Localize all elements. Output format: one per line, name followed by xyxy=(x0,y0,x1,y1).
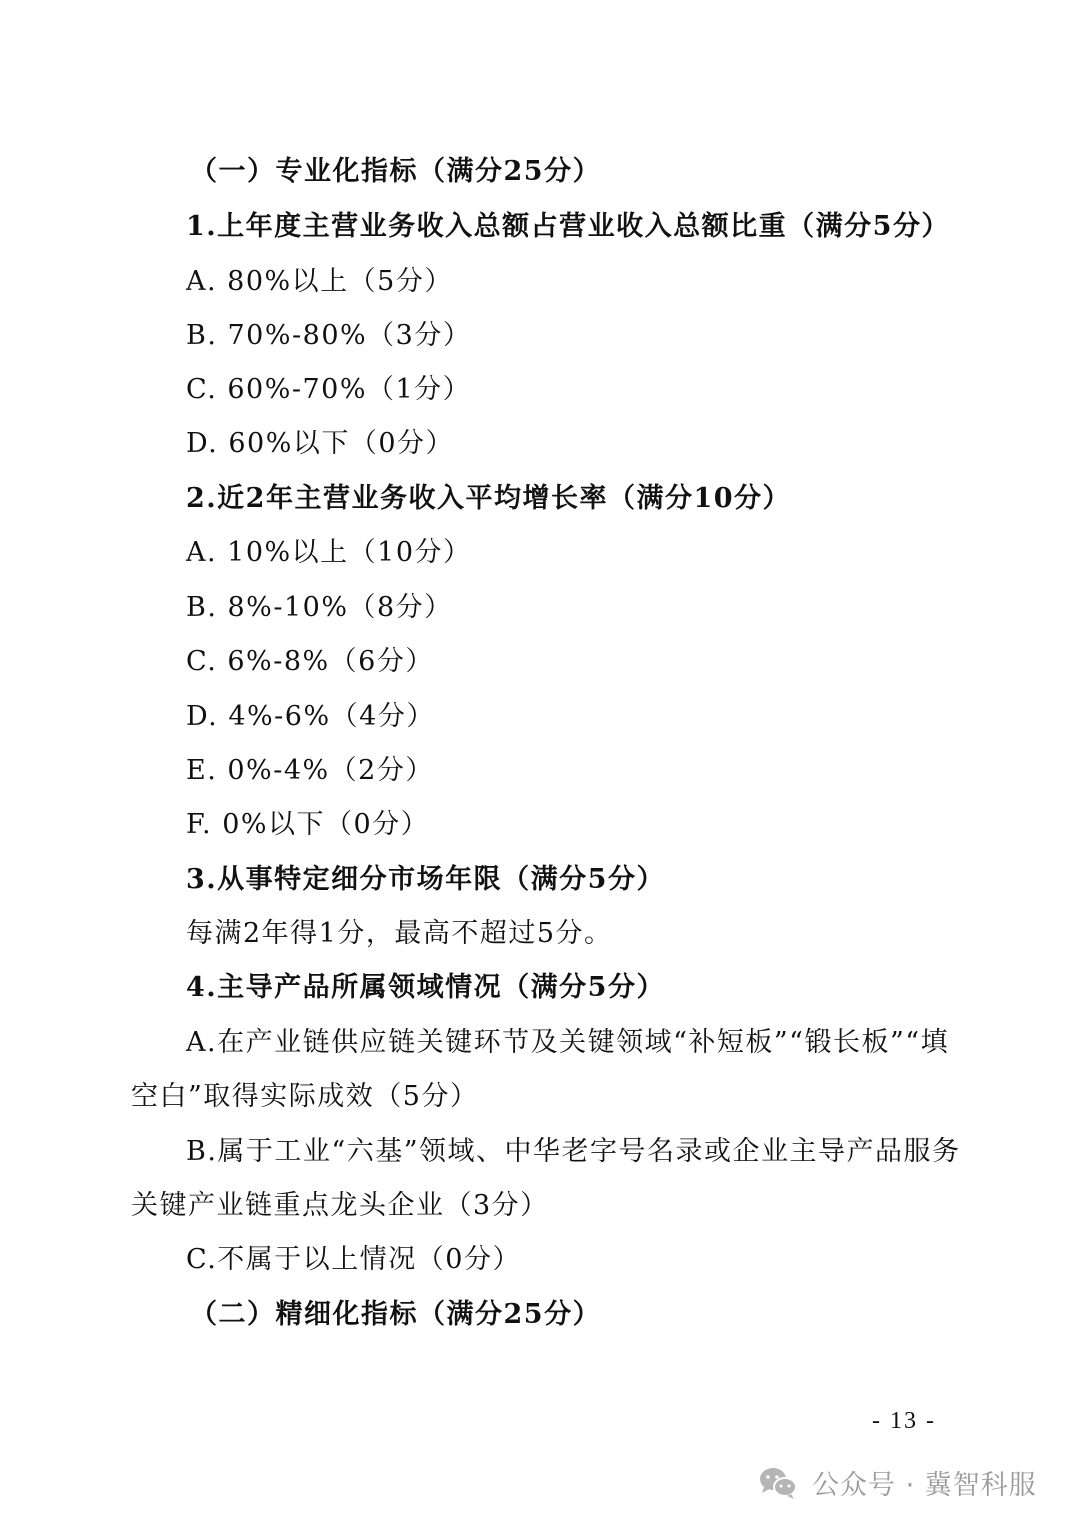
section-heading-1: （一）专业化指标（满分25分） xyxy=(190,156,602,187)
watermark xyxy=(758,1463,1037,1502)
indicator-2-option-b: B. 8%-10%（8分） xyxy=(186,592,453,623)
indicator-2-option-a: A. 10%以上（10分） xyxy=(186,537,472,568)
indicator-1-option-b: B. 70%-80%（3分） xyxy=(186,320,472,351)
indicator-2-option-e: E. 0%-4%（2分） xyxy=(186,755,434,786)
indicator-4-title: 4.主导产品所属领域情况（满分5分） xyxy=(186,972,665,1003)
indicator-4-option-b-line2: 关键产业链重点龙头企业（3分） xyxy=(131,1190,549,1221)
indicator-1-option-c: C. 60%-70%（1分） xyxy=(186,374,472,405)
indicator-1-title: 1.上年度主营业务收入总额占营业收入总额比重（满分5分） xyxy=(186,211,950,242)
indicator-4-option-a-line2: 空白”取得实际成效（5分） xyxy=(131,1081,479,1112)
indicator-2-option-d: D. 4%-6%（4分） xyxy=(186,701,435,732)
page-number: - 13 - xyxy=(872,1408,936,1434)
watermark-text: 公众号 · 冀智科服 xyxy=(812,1470,1037,1501)
indicator-4-option-a-line1: A.在产业链供应链关键环节及关键领域“补短板”“锻长板”“填 xyxy=(186,1027,950,1058)
indicator-3-text: 每满2年得1分，最高不超过5分。 xyxy=(186,918,613,949)
indicator-2-option-f: F. 0%以下（0分） xyxy=(186,809,430,840)
section-heading-2: （二）精细化指标（满分25分） xyxy=(190,1299,602,1330)
indicator-2-title: 2.近2年主营业务收入平均增长率（满分10分） xyxy=(186,483,792,514)
wechat-icon xyxy=(758,1466,798,1500)
indicator-2-option-c: C. 6%-8%（6分） xyxy=(186,646,434,677)
indicator-4-option-b-line1: B.属于工业“六基”领域、中华老字号名录或企业主导产品服务 xyxy=(186,1136,961,1167)
indicator-4-option-c: C.不属于以上情况（0分） xyxy=(186,1244,521,1275)
indicator-3-title: 3.从事特定细分市场年限（满分5分） xyxy=(186,864,665,895)
indicator-1-option-d: D. 60%以下（0分） xyxy=(186,428,455,459)
indicator-1-option-a: A. 80%以上（5分） xyxy=(186,266,453,297)
